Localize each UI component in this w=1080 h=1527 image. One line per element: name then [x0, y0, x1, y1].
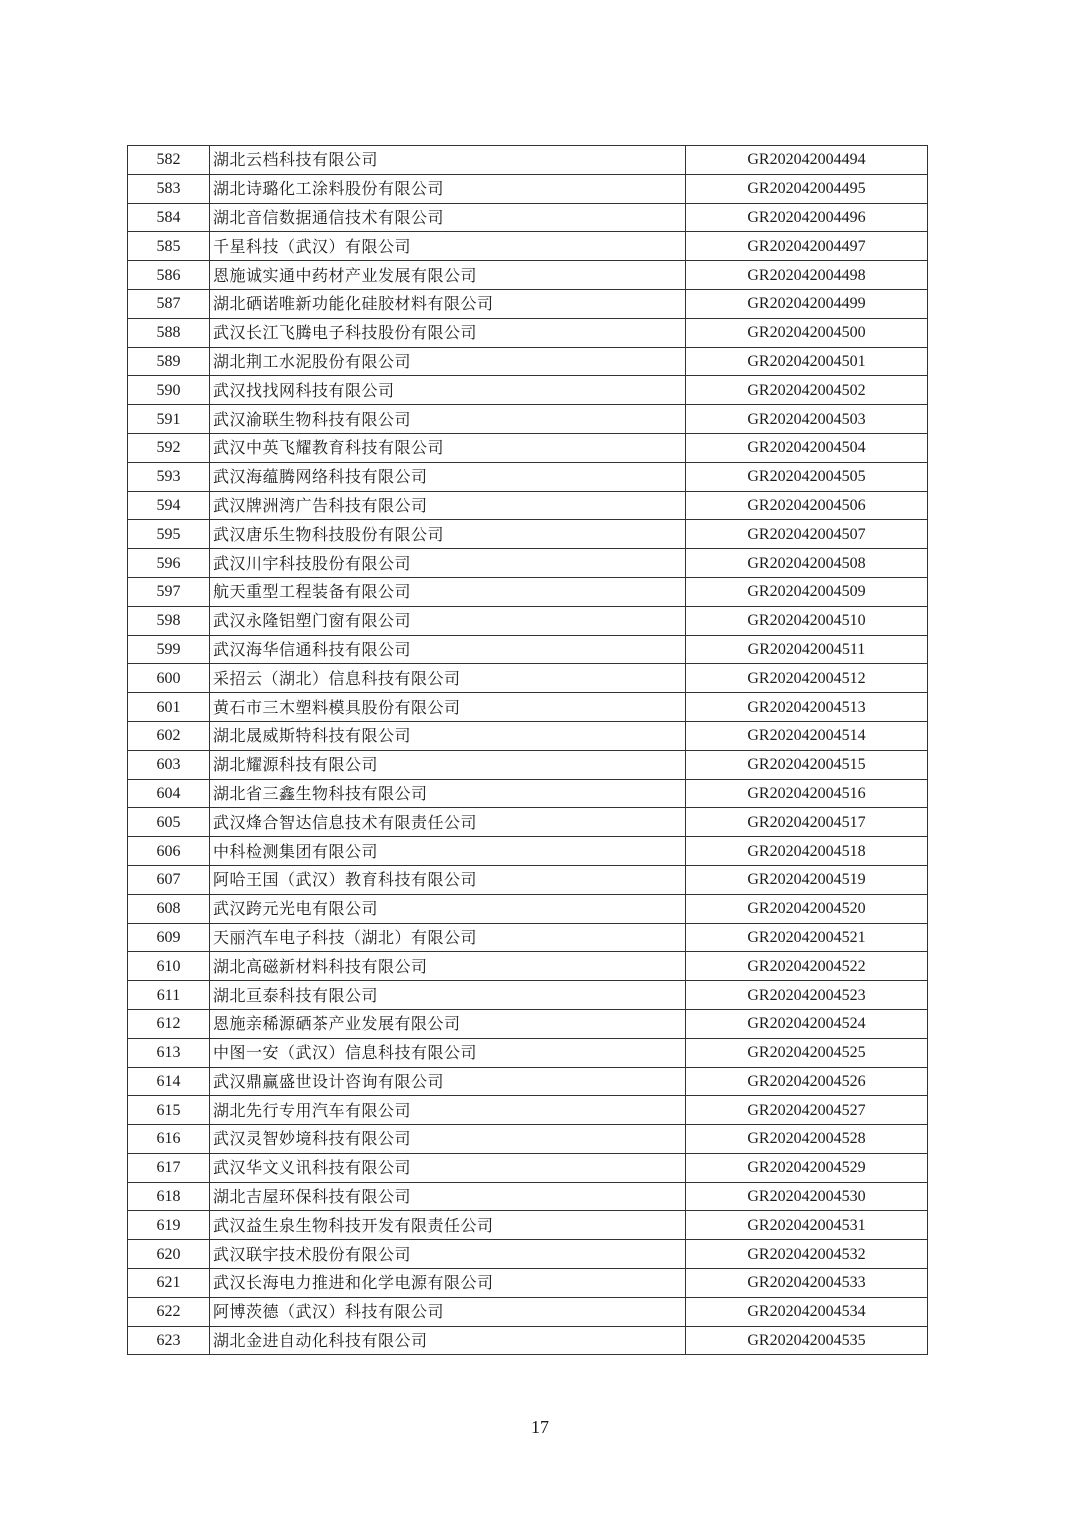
row-number: 613: [128, 1038, 210, 1067]
company-name: 武汉牌洲湾广告科技有限公司: [210, 491, 686, 520]
company-name: 武汉烽合智达信息技术有限责任公司: [210, 808, 686, 837]
table-row: [128, 146, 928, 175]
table-row: [128, 1096, 928, 1125]
table-row: [128, 1211, 928, 1240]
table-row: [128, 549, 928, 578]
certificate-code: GR202042004506: [686, 491, 928, 520]
table-row: [128, 635, 928, 664]
certificate-code: GR202042004496: [686, 203, 928, 232]
table-row: [128, 1269, 928, 1298]
row-number: 600: [128, 664, 210, 693]
certificate-code: GR202042004515: [686, 750, 928, 779]
company-name: 航天重型工程装备有限公司: [210, 577, 686, 606]
certificate-code: GR202042004520: [686, 894, 928, 923]
certificate-code: GR202042004512: [686, 664, 928, 693]
certificate-code: GR202042004504: [686, 433, 928, 462]
certificate-code: GR202042004535: [686, 1326, 928, 1355]
certificate-code: GR202042004494: [686, 146, 928, 175]
table-row: [128, 462, 928, 491]
company-name: 湖北云档科技有限公司: [210, 146, 686, 175]
certificate-code: GR202042004499: [686, 289, 928, 318]
certificate-code: GR202042004505: [686, 462, 928, 491]
certificate-code: GR202042004510: [686, 606, 928, 635]
table-row: [128, 808, 928, 837]
company-name: 武汉渝联生物科技有限公司: [210, 405, 686, 434]
table-row: [128, 1125, 928, 1154]
certificate-code: GR202042004508: [686, 549, 928, 578]
row-number: 584: [128, 203, 210, 232]
company-name: 武汉益生泉生物科技开发有限责任公司: [210, 1211, 686, 1240]
row-number: 595: [128, 520, 210, 549]
row-number: 594: [128, 491, 210, 520]
row-number: 608: [128, 894, 210, 923]
certificate-code: GR202042004525: [686, 1038, 928, 1067]
certificate-code: GR202042004521: [686, 923, 928, 952]
table-row: [128, 981, 928, 1010]
certificate-code: GR202042004507: [686, 520, 928, 549]
certificate-code: GR202042004518: [686, 837, 928, 866]
certificate-code: GR202042004513: [686, 693, 928, 722]
table-row: [128, 1067, 928, 1096]
table-row: [128, 1182, 928, 1211]
table-row: [128, 289, 928, 318]
row-number: 615: [128, 1096, 210, 1125]
row-number: 604: [128, 779, 210, 808]
company-name: 湖北亘泰科技有限公司: [210, 981, 686, 1010]
company-name: 武汉长海电力推进和化学电源有限公司: [210, 1269, 686, 1298]
certificate-code: GR202042004502: [686, 376, 928, 405]
company-name: 湖北耀源科技有限公司: [210, 750, 686, 779]
company-name: 湖北荆工水泥股份有限公司: [210, 347, 686, 376]
company-name: 阿哈王国（武汉）教育科技有限公司: [210, 865, 686, 894]
table-row: [128, 1038, 928, 1067]
certificate-code: GR202042004532: [686, 1240, 928, 1269]
row-number: 592: [128, 433, 210, 462]
company-name: 中科检测集团有限公司: [210, 837, 686, 866]
row-number: 587: [128, 289, 210, 318]
certificate-code: GR202042004517: [686, 808, 928, 837]
company-name: 阿博茨德（武汉）科技有限公司: [210, 1297, 686, 1326]
table-row: [128, 664, 928, 693]
company-name: 天丽汽车电子科技（湖北）有限公司: [210, 923, 686, 952]
row-number: 606: [128, 837, 210, 866]
table-row: [128, 721, 928, 750]
certificate-code: GR202042004526: [686, 1067, 928, 1096]
row-number: 622: [128, 1297, 210, 1326]
row-number: 616: [128, 1125, 210, 1154]
certificate-code: GR202042004509: [686, 577, 928, 606]
company-name: 湖北金进自动化科技有限公司: [210, 1326, 686, 1355]
table-row: [128, 894, 928, 923]
certificate-code: GR202042004511: [686, 635, 928, 664]
row-number: 596: [128, 549, 210, 578]
table-row: [128, 952, 928, 981]
row-number: 609: [128, 923, 210, 952]
company-name: 黄石市三木塑料模具股份有限公司: [210, 693, 686, 722]
company-name: 采招云（湖北）信息科技有限公司: [210, 664, 686, 693]
table-row: [128, 433, 928, 462]
company-name: 湖北先行专用汽车有限公司: [210, 1096, 686, 1125]
certificate-code: GR202042004528: [686, 1125, 928, 1154]
certificate-code: GR202042004523: [686, 981, 928, 1010]
certificate-code: GR202042004516: [686, 779, 928, 808]
company-name: 湖北高磁新材料科技有限公司: [210, 952, 686, 981]
certificate-code: GR202042004503: [686, 405, 928, 434]
company-name: 武汉长江飞腾电子科技股份有限公司: [210, 318, 686, 347]
row-number: 593: [128, 462, 210, 491]
row-number: 620: [128, 1240, 210, 1269]
row-number: 583: [128, 174, 210, 203]
table-row: [128, 347, 928, 376]
table-row: [128, 923, 928, 952]
table-row: [128, 779, 928, 808]
company-name: 恩施诚实通中药材产业发展有限公司: [210, 261, 686, 290]
company-name: 恩施亲稀源硒茶产业发展有限公司: [210, 1009, 686, 1038]
row-number: 621: [128, 1269, 210, 1298]
certificate-code: GR202042004498: [686, 261, 928, 290]
company-name: 湖北晟威斯特科技有限公司: [210, 721, 686, 750]
row-number: 582: [128, 146, 210, 175]
certificate-code: GR202042004500: [686, 318, 928, 347]
certificate-code: GR202042004533: [686, 1269, 928, 1298]
row-number: 614: [128, 1067, 210, 1096]
row-number: 590: [128, 376, 210, 405]
table-row: [128, 520, 928, 549]
company-name: 千星科技（武汉）有限公司: [210, 232, 686, 261]
company-name: 武汉灵智妙境科技有限公司: [210, 1125, 686, 1154]
row-number: 617: [128, 1153, 210, 1182]
row-number: 607: [128, 865, 210, 894]
table-row: [128, 491, 928, 520]
company-name: 湖北省三鑫生物科技有限公司: [210, 779, 686, 808]
company-name: 武汉永隆铝塑门窗有限公司: [210, 606, 686, 635]
certificate-code: GR202042004534: [686, 1297, 928, 1326]
table-row: [128, 577, 928, 606]
certificate-code: GR202042004529: [686, 1153, 928, 1182]
table-row: [128, 174, 928, 203]
table-row: [128, 606, 928, 635]
certificate-code: GR202042004501: [686, 347, 928, 376]
row-number: 599: [128, 635, 210, 664]
row-number: 589: [128, 347, 210, 376]
table-row: [128, 261, 928, 290]
row-number: 585: [128, 232, 210, 261]
company-name: 武汉川宇科技股份有限公司: [210, 549, 686, 578]
table-row: [128, 203, 928, 232]
table-body: [128, 146, 928, 1355]
table-row: [128, 693, 928, 722]
row-number: 619: [128, 1211, 210, 1240]
company-name: 湖北音信数据通信技术有限公司: [210, 203, 686, 232]
table-row: [128, 1153, 928, 1182]
certificate-code: GR202042004514: [686, 721, 928, 750]
table-row: [128, 1326, 928, 1355]
row-number: 598: [128, 606, 210, 635]
certificate-code: GR202042004495: [686, 174, 928, 203]
page-number: 17: [531, 1417, 549, 1437]
company-name: 武汉鼎赢盛世设计咨询有限公司: [210, 1067, 686, 1096]
certificate-code: GR202042004519: [686, 865, 928, 894]
row-number: 588: [128, 318, 210, 347]
row-number: 610: [128, 952, 210, 981]
company-name: 武汉唐乐生物科技股份有限公司: [210, 520, 686, 549]
table-row: [128, 376, 928, 405]
row-number: 605: [128, 808, 210, 837]
row-number: 611: [128, 981, 210, 1010]
row-number: 603: [128, 750, 210, 779]
certificate-code: GR202042004530: [686, 1182, 928, 1211]
table-row: [128, 405, 928, 434]
table-row: [128, 318, 928, 347]
company-name: 武汉中英飞耀教育科技有限公司: [210, 433, 686, 462]
company-name: 武汉华文义讯科技有限公司: [210, 1153, 686, 1182]
certificate-table: [127, 145, 928, 1355]
company-name: 湖北吉屋环保科技有限公司: [210, 1182, 686, 1211]
row-number: 623: [128, 1326, 210, 1355]
row-number: 618: [128, 1182, 210, 1211]
company-name: 武汉跨元光电有限公司: [210, 894, 686, 923]
company-name: 武汉海华信通科技有限公司: [210, 635, 686, 664]
company-name: 湖北硒诺唯新功能化硅胶材料有限公司: [210, 289, 686, 318]
company-name: 湖北诗璐化工涂料股份有限公司: [210, 174, 686, 203]
table-row: [128, 1240, 928, 1269]
row-number: 597: [128, 577, 210, 606]
table-row: [128, 1009, 928, 1038]
row-number: 586: [128, 261, 210, 290]
row-number: 602: [128, 721, 210, 750]
company-name: 武汉海蕴腾网络科技有限公司: [210, 462, 686, 491]
table-row: [128, 232, 928, 261]
certificate-code: GR202042004527: [686, 1096, 928, 1125]
certificate-code: GR202042004522: [686, 952, 928, 981]
certificate-code: GR202042004531: [686, 1211, 928, 1240]
certificate-code: GR202042004497: [686, 232, 928, 261]
certificate-code: GR202042004524: [686, 1009, 928, 1038]
table-row: [128, 1297, 928, 1326]
row-number: 601: [128, 693, 210, 722]
company-name: 武汉联宇技术股份有限公司: [210, 1240, 686, 1269]
row-number: 612: [128, 1009, 210, 1038]
company-name: 中图一安（武汉）信息科技有限公司: [210, 1038, 686, 1067]
table-row: [128, 865, 928, 894]
table-row: [128, 837, 928, 866]
company-name: 武汉找找网科技有限公司: [210, 376, 686, 405]
row-number: 591: [128, 405, 210, 434]
table-row: [128, 750, 928, 779]
